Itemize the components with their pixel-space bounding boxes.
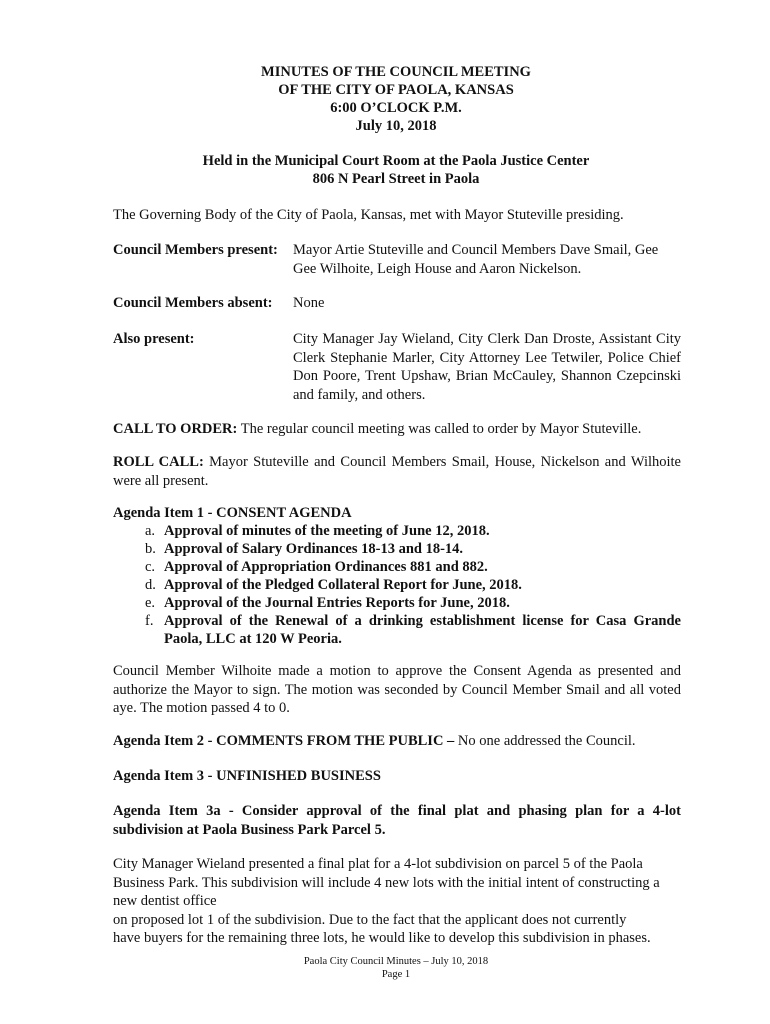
body-line: new dentist office (113, 893, 217, 909)
agenda-item-2-label: Agenda Item 2 - COMMENTS FROM THE PUBLIC – (113, 733, 455, 749)
body-line: City Manager Wieland presented a final plat for a 4-lot subdivision on parcel 5 of the Paola (113, 856, 643, 872)
agenda-item-2-text: No one addressed the Council. (454, 733, 636, 749)
list-item (145, 540, 681, 558)
absent-label: Council Members absent: (113, 295, 273, 311)
also-present-value: City Manager Jay Wieland, City Clerk Dan Droste, Assistant City Clerk Stephanie Marler, City Attorney Lee Tetwiler, Police Chief Don Poore, Trent Upshaw, Brian McCauley, Shannon Czepcinski and family, and others. (293, 331, 681, 403)
title-line-1: MINUTES OF THE COUNCIL MEETING (261, 64, 531, 80)
list-item (145, 612, 681, 648)
present-value: Mayor Artie Stuteville and Council Members Dave Smail, Gee Gee Wilhoite, Leigh House and Aaron Nickelson. (293, 242, 659, 277)
body-line: have buyers for the remaining three lots, he would like to develop this subdivision in phases. (113, 930, 651, 946)
consent-agenda-motion: Council Member Wilhoite made a motion to approve the Consent Agenda as presented and authorize the Mayor to sign. The motion was seconded by Council Member Smail and all voted aye. The motion passed 4 to 0. (113, 663, 681, 716)
list-marker: f. (145, 613, 154, 629)
list-item-text: Approval of the Pledged Collateral Report for June, 2018. (164, 577, 522, 593)
list-item (145, 522, 681, 540)
list-item (145, 594, 681, 612)
body-line: Business Park. This subdivision will include 4 new lots with the initial intent of constructing a (113, 874, 660, 891)
also-present-label: Also present: (113, 331, 195, 347)
page-footer (0, 955, 770, 981)
list-item-text: Approval of Salary Ordinances 18-13 and 18-14. (164, 541, 464, 557)
consent-agenda-list (145, 522, 681, 648)
body-line: on proposed lot 1 of the subdivision. Due to the fact that the applicant does not currently (113, 911, 627, 928)
call-to-order (113, 420, 681, 439)
list-marker: a. (145, 523, 156, 539)
agenda-item-3a-body (113, 855, 681, 948)
document-title (0, 63, 770, 135)
list-item (145, 576, 681, 594)
list-item-text: Approval of minutes of the meeting of June 12, 2018. (164, 523, 490, 539)
title-line-2: OF THE CITY OF PAOLA, KANSAS (278, 82, 514, 98)
location-line-2: 806 N Pearl Street in Paola (312, 171, 480, 187)
list-marker: b. (145, 541, 156, 557)
list-item-text: Approval of the Renewal of a drinking establishment license for Casa Grande Paola, LLC at 120 W Peoria. (164, 613, 681, 647)
absent-value: None (293, 295, 325, 311)
title-line-4: July 10, 2018 (355, 118, 437, 134)
list-item (145, 558, 681, 576)
list-marker: c. (145, 559, 156, 575)
list-item-text: Approval of Appropriation Ordinances 881 and 882. (164, 559, 488, 575)
present-label: Council Members present: (113, 242, 278, 258)
roll-call-label: ROLL CALL: (113, 454, 204, 470)
agenda-item-2 (113, 732, 681, 751)
call-to-order-text: The regular council meeting was called to order by Mayor Stuteville. (237, 421, 642, 437)
agenda-item-3a-title: Agenda Item 3a - Consider approval of the final plat and phasing plan for a 4-lot subdivision at Paola Business Park Parcel 5. (113, 803, 681, 838)
agenda-item-3-title: Agenda Item 3 - UNFINISHED BUSINESS (113, 768, 381, 784)
roll-call-text: Mayor Stuteville and Council Members Smail, House, Nickelson and Wilhoite were all present. (113, 454, 681, 489)
page-number: Page 1 (381, 969, 411, 980)
agenda-item-1-title: Agenda Item 1 - CONSENT AGENDA (113, 505, 352, 521)
title-line-3: 6:00 O’CLOCK P.M. (330, 100, 462, 116)
footer-title: Paola City Council Minutes – July 10, 2018 (303, 956, 489, 967)
list-item-text: Approval of the Journal Entries Reports for June, 2018. (164, 595, 510, 611)
intro-paragraph: The Governing Body of the City of Paola, Kansas, met with Mayor Stuteville presiding. (113, 207, 624, 223)
list-marker: e. (145, 595, 156, 611)
meeting-location (0, 152, 770, 188)
location-line-1: Held in the Municipal Court Room at the Paola Justice Center (202, 153, 590, 169)
list-marker: d. (145, 577, 156, 593)
call-to-order-label: CALL TO ORDER: (113, 421, 238, 437)
roll-call (113, 453, 681, 490)
